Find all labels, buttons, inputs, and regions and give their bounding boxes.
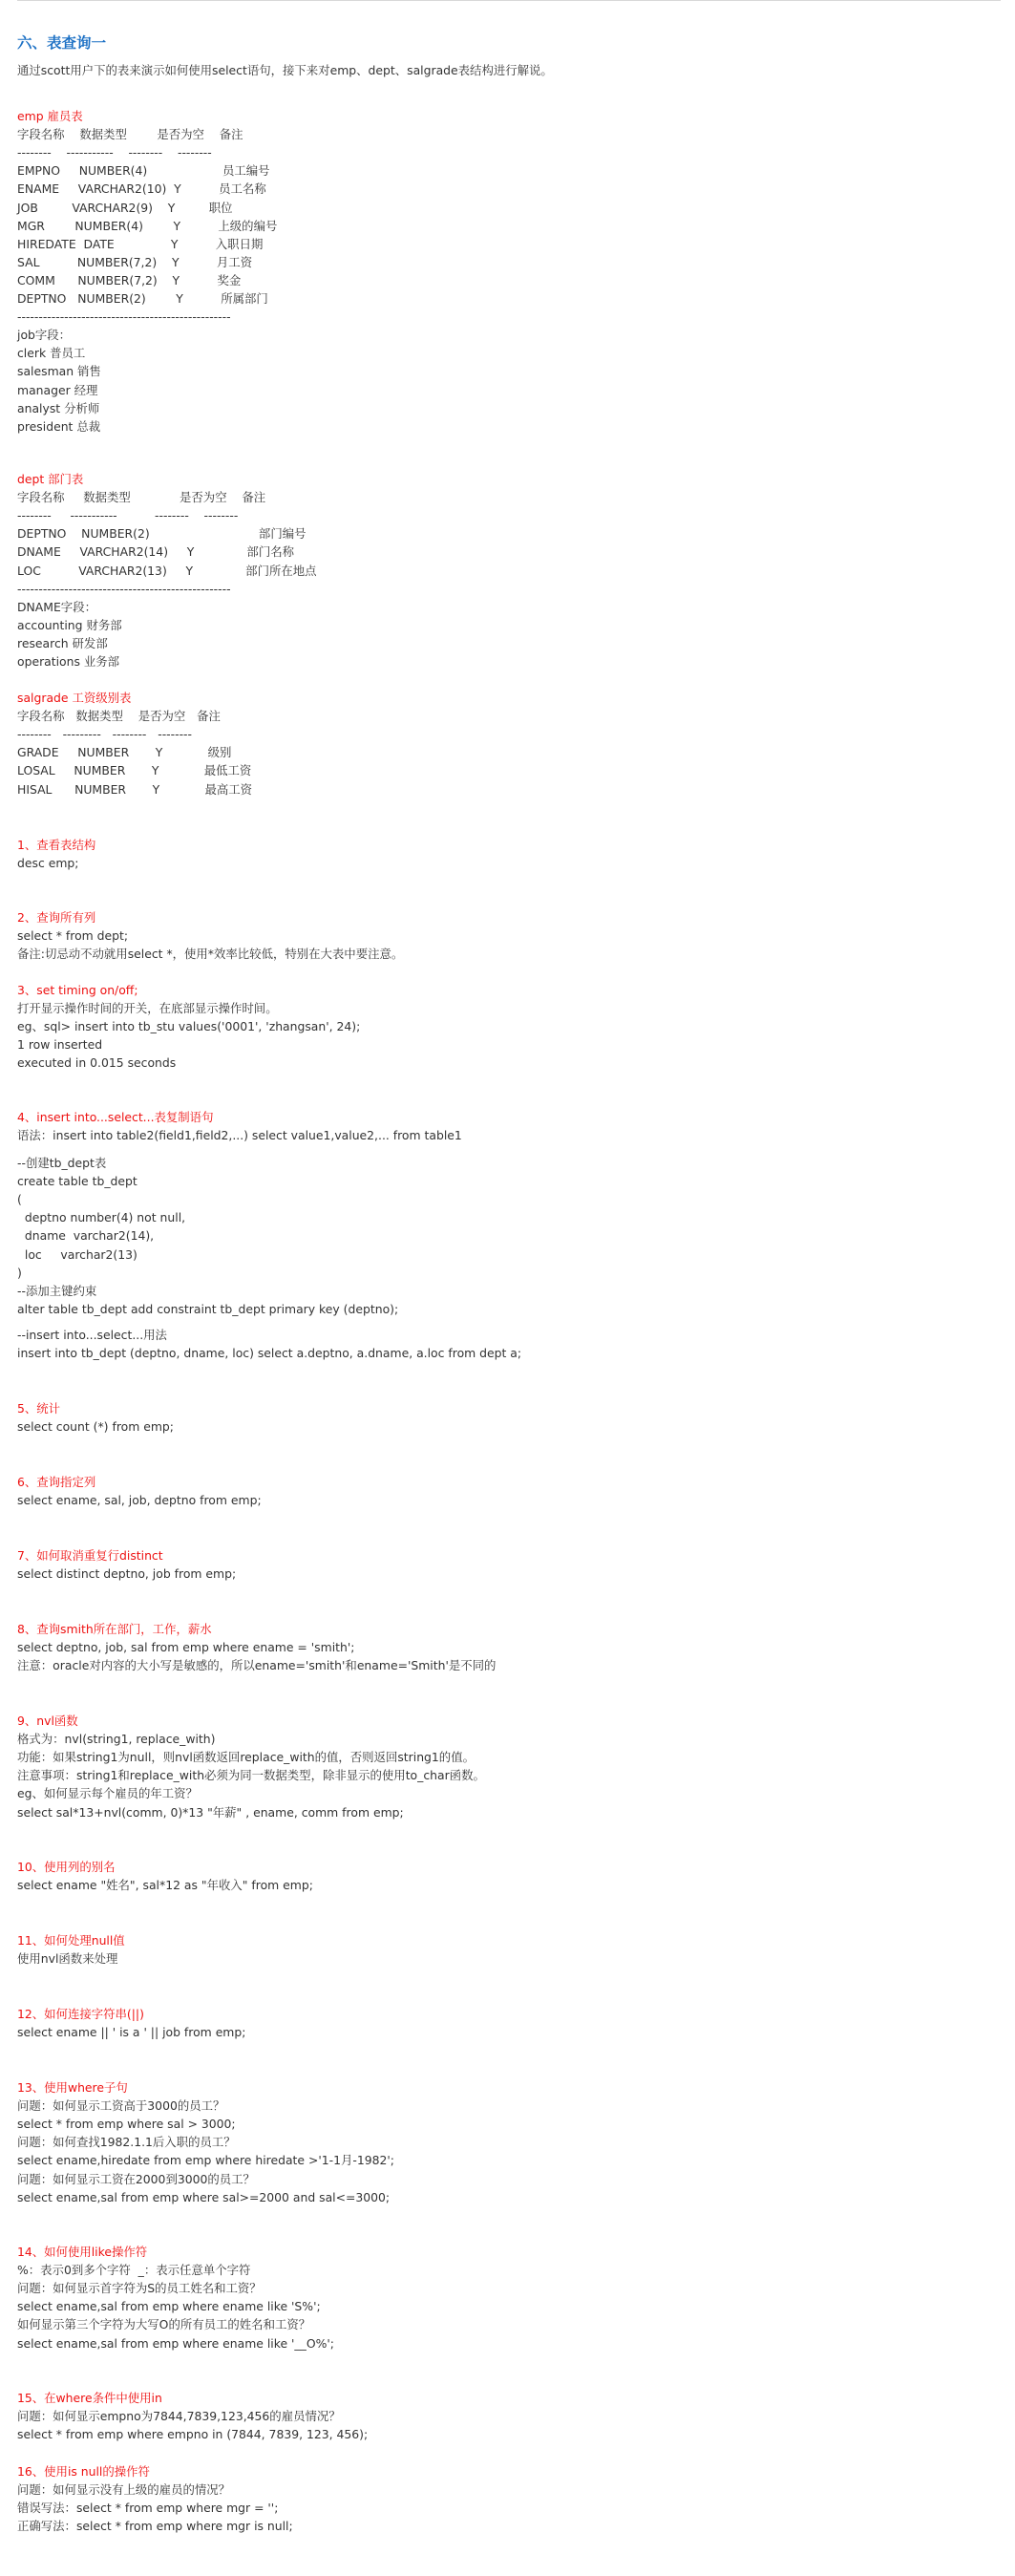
emp-table-block-line: job字段： — [17, 328, 72, 343]
emp-table-block-line: COMM NUMBER(7,2) Y 奖金 — [17, 272, 242, 287]
section-4-code-line: create table tb_dept — [17, 1174, 137, 1189]
salgrade-table-block-line: HISAL NUMBER Y 最高工资 — [17, 781, 253, 797]
salgrade-table-block-line: LOSAL NUMBER Y 最低工资 — [17, 763, 252, 778]
dept-table-block-line: operations 业务部 — [17, 654, 120, 669]
section-11-heading: 11、如何处理null值 — [17, 1933, 125, 1948]
section-14-line: 问题：如何显示首字符为S的员工姓名和工资？ — [17, 2281, 262, 2296]
section-8-heading: 8、查询smith所在部门，工作，薪水 — [17, 1622, 212, 1636]
section-14-line: 如何显示第三个字符为大写O的所有员工的姓名和工资？ — [17, 2317, 311, 2332]
section-12-heading: 12、如何连接字符串(||) — [17, 2007, 144, 2021]
section-15-heading: 15、在where条件中使用in — [17, 2391, 162, 2405]
dept-table-block-line: DNAME字段： — [17, 599, 96, 614]
dept-table-block-line: -------------------------------------------------- — [17, 581, 231, 596]
section-4-code-line: deptno number(4) not null, — [17, 1210, 186, 1225]
section-4-line: 语法：insert into table2(field1,field2,...) select value1,value2,... from table1 — [17, 1128, 462, 1143]
emp-table-block-line: SAL NUMBER(7,2) Y 月工资 — [17, 254, 253, 269]
salgrade-table-block-heading: salgrade 工资级别表 — [17, 691, 132, 705]
salgrade-table-block-line: -------- --------- -------- -------- — [17, 727, 192, 742]
section-14-line: select ename,sal from emp where ename like 'S%'; — [17, 2299, 321, 2314]
section-13-line: 问题：如何查找1982.1.1后入职的员工？ — [17, 2135, 236, 2150]
dept-table-block-line: 字段名称 数据类型 是否为空 备注 — [17, 490, 266, 505]
article — [17, 0, 1001, 2534]
emp-table-block-line: EMPNO NUMBER(4) 员工编号 — [17, 163, 270, 179]
dept-table-block-heading: dept 部门表 — [17, 472, 84, 486]
section-3-line: eg、sql> insert into tb_stu values('0001', 'zhangsan', 24); — [17, 1019, 361, 1034]
emp-table-block-line: -------- ----------- -------- -------- — [17, 145, 212, 160]
dept-table-block-line: -------- ----------- -------- -------- — [17, 508, 239, 523]
section-3-line: executed in 0.015 seconds — [17, 1055, 177, 1071]
section-5-heading: 5、统计 — [17, 1401, 61, 1416]
section-6-line: select ename, sal, job, deptno from emp; — [17, 1493, 262, 1508]
section-4-code-line: dname varchar2(14), — [17, 1228, 155, 1244]
section-14-heading: 14、如何使用like操作符 — [17, 2245, 148, 2259]
emp-table-block-line: MGR NUMBER(4) Y 上级的编号 — [17, 218, 278, 233]
emp-table-block-line: clerk 普员工 — [17, 346, 86, 361]
emp-table-block-line: president 总裁 — [17, 418, 101, 434]
emp-table-block-line: JOB VARCHAR2(9) Y 职位 — [17, 200, 233, 215]
emp-table-block-line: -------------------------------------------------- — [17, 309, 231, 325]
section-1-heading: 1、查看表结构 — [17, 838, 96, 852]
section-3-line: 打开显示操作时间的开关，在底部显示操作时间。 — [17, 1001, 278, 1016]
emp-table-block-heading: emp 雇员表 — [17, 109, 83, 123]
dept-table-block-line: accounting 财务部 — [17, 617, 122, 632]
section-9-line: 格式为：nvl(string1, replace_with) — [17, 1732, 216, 1747]
section-4-code-line: ( — [17, 1192, 22, 1207]
section-4-insert-line: --insert into...select...用法 — [17, 1328, 167, 1342]
section-13-line: 问题：如何显示工资高于3000的员工？ — [17, 2098, 225, 2114]
section-13-line: select ename,hiredate from emp where hiredate >'1-1月-1982'; — [17, 2153, 394, 2168]
section-3-line: 1 row inserted — [17, 1037, 103, 1053]
section-14-line: select ename,sal from emp where ename like '__O%'; — [17, 2335, 334, 2351]
section-4-code-line: --创建tb_dept表 — [17, 1156, 107, 1170]
section-2-heading: 2、查询所有列 — [17, 910, 96, 925]
section-11-line: 使用nvl函数来处理 — [17, 1951, 118, 1967]
section-9-line: 注意事项：string1和replace_with必须为同一数据类型，除非显示的使用to_char函数。 — [17, 1768, 485, 1783]
section-15-line: select * from emp where empno in (7844, 7839, 123, 456); — [17, 2427, 369, 2442]
section-14-line: %：表示0到多个字符 _：表示任意单个字符 — [17, 2263, 251, 2278]
emp-table-block-line: 字段名称 数据类型 是否为空 备注 — [17, 127, 243, 142]
section-8-line: select deptno, job, sal from emp where ename = 'smith'; — [17, 1640, 355, 1655]
emp-table-block-line: DEPTNO NUMBER(2) Y 所属部门 — [17, 291, 268, 306]
section-4-insert-line: insert into tb_dept (deptno, dname, loc) select a.deptno, a.dname, a.loc from dept a; — [17, 1346, 522, 1361]
section-13-line: select * from emp where sal > 3000; — [17, 2117, 236, 2132]
section-6-heading: 6、查询指定列 — [17, 1475, 96, 1489]
section-13-line: select ename,sal from emp where sal>=2000 and sal<=3000; — [17, 2189, 391, 2204]
section-15-line: 问题：如何显示empno为7844,7839,123,456的雇员情况？ — [17, 2409, 341, 2424]
intro-text: 通过scott用户下的表来演示如何使用select语句，接下来对emp、dept、salgrade表结构进行解说。 — [17, 63, 553, 77]
section-13-heading: 13、使用where子句 — [17, 2080, 128, 2095]
section-4-code-line: loc varchar2(13) — [17, 1246, 137, 1262]
section-16-line: 正确写法：select * from emp where mgr is null; — [17, 2519, 293, 2534]
section-13-line: 问题：如何显示工资在2000到3000的员工？ — [17, 2171, 255, 2186]
dept-table-block-line: LOC VARCHAR2(13) Y 部门所在地点 — [17, 563, 317, 578]
salgrade-table-block-line: 字段名称 数据类型 是否为空 备注 — [17, 709, 221, 724]
section-2-line: 备注:切忌动不动就用select *，使用*效率比较低，特别在大表中要注意。 — [17, 947, 404, 962]
section-4-code-line: alter table tb_dept add constraint tb_dept primary key (deptno); — [17, 1301, 399, 1316]
salgrade-table-block-line: GRADE NUMBER Y 级别 — [17, 745, 232, 760]
emp-table-block-line: salesman 销售 — [17, 364, 101, 379]
section-16-line: 错误写法：select * from emp where mgr = ''; — [17, 2501, 279, 2516]
section-9-heading: 9、nvl函数 — [17, 1714, 78, 1728]
section-4-code-line: ) — [17, 1265, 22, 1280]
dept-table-block-line: research 研发部 — [17, 635, 108, 650]
section-10-heading: 10、使用列的别名 — [17, 1860, 116, 1874]
section-2-line: select * from dept; — [17, 928, 129, 944]
dept-table-block-line: DEPTNO NUMBER(2) 部门编号 — [17, 526, 307, 542]
section-7-line: select distinct deptno, job from emp; — [17, 1566, 237, 1582]
emp-table-block-line: analyst 分析师 — [17, 400, 100, 415]
section-5-line: select count (*) from emp; — [17, 1419, 174, 1435]
section-9-line: select sal*13+nvl(comm, 0)*13 "年薪" , ename, comm from emp; — [17, 1804, 404, 1820]
section-7-heading: 7、如何取消重复行distinct — [17, 1548, 163, 1563]
section-4-code-line: --添加主键约束 — [17, 1283, 97, 1298]
section-9-line: eg、如何显示每个雇员的年工资？ — [17, 1786, 198, 1801]
section-9-line: 功能：如果string1为null，则nvl函数返回replace_with的值，否则返回string1的值。 — [17, 1750, 475, 1765]
section-1-line: desc emp; — [17, 856, 79, 871]
section-3-heading: 3、set timing on/off; — [17, 983, 138, 997]
emp-table-block-line: HIREDATE DATE Y 入职日期 — [17, 236, 264, 251]
section-12-line: select ename || ' is a ' || job from emp; — [17, 2025, 246, 2040]
page-title: 六、表查询一 — [17, 34, 107, 52]
section-8-line: 注意：oracle对内容的大小写是敏感的，所以ename='smith'和ename='Smith'是不同的 — [17, 1658, 497, 1673]
section-4-heading: 4、insert into...select...表复制语句 — [17, 1110, 214, 1124]
section-16-heading: 16、使用is null的操作符 — [17, 2464, 150, 2479]
section-10-line: select ename "姓名", sal*12 as "年收入" from emp; — [17, 1878, 313, 1893]
section-16-line: 问题：如何显示没有上级的雇员的情况？ — [17, 2482, 231, 2498]
emp-table-block-line: manager 经理 — [17, 382, 98, 397]
emp-table-block-line: ENAME VARCHAR2(10) Y 员工名称 — [17, 181, 266, 197]
dept-table-block-line: DNAME VARCHAR2(14) Y 部门名称 — [17, 544, 294, 560]
